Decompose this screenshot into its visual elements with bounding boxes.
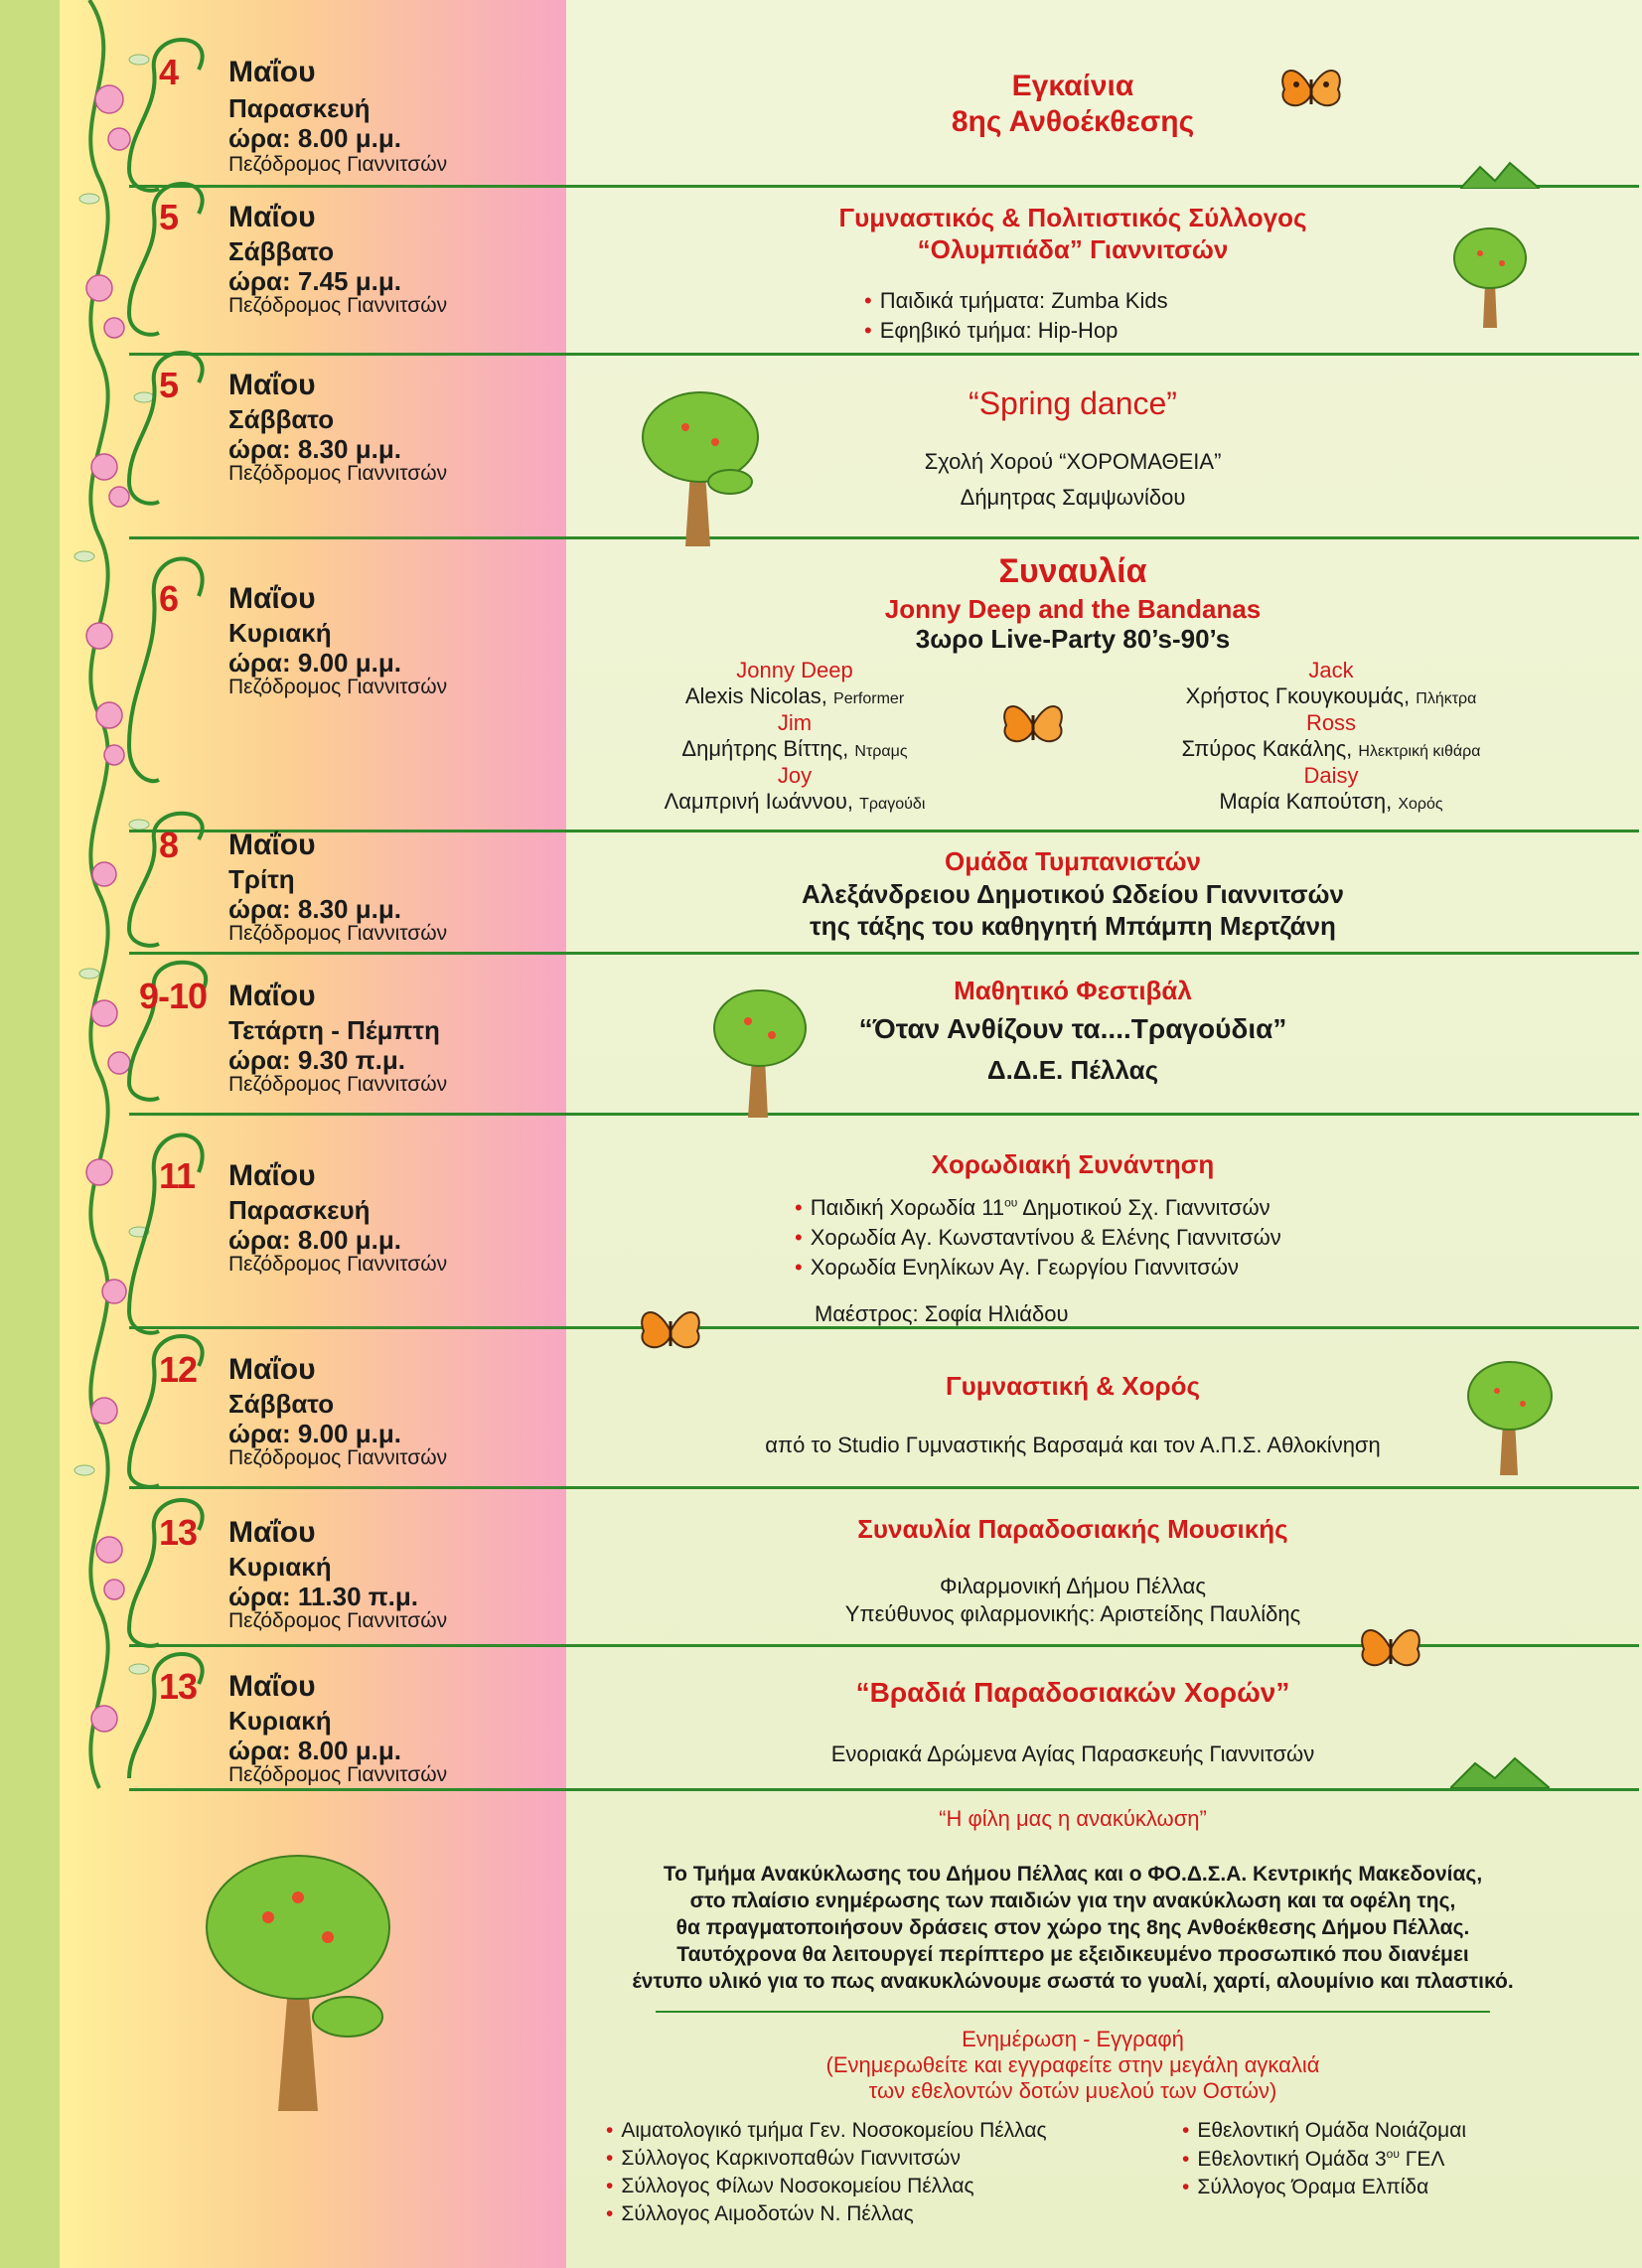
date-place: Πεζόδρομος Γιαννιτσών xyxy=(228,1446,448,1469)
butterfly-icon xyxy=(998,695,1068,755)
tree-icon xyxy=(710,983,810,1123)
maestro-line: Μαέστρος: Σοφία Ηλιάδου xyxy=(815,1301,1069,1326)
separator-line xyxy=(129,536,1639,539)
registration-subtitle: των εθελοντών δοτών μυελού των Οστών) xyxy=(868,2078,1277,2103)
list-item: • Εθελοντική Ομάδα $3^{o\upsilon}$ ΓΕΛ xyxy=(1182,2147,1466,2172)
date-time: ώρα: 8.00 μ.μ. xyxy=(228,1225,402,1255)
event-line: 3ωρο Live-Party 80’s-90’s xyxy=(915,624,1231,654)
recycle-title: “Η φίλη μας η ανακύκλωση” xyxy=(939,1806,1207,1831)
date-place: Πεζόδρομος Γιαννιτσών xyxy=(228,1073,448,1096)
butterfly-icon xyxy=(1356,1619,1425,1679)
left-green-strip xyxy=(0,0,60,2268)
date-place: Πεζόδρομος Γιαννιτσών xyxy=(228,1253,448,1276)
date-place: Πεζόδρομος Γιαννιτσών xyxy=(228,294,448,317)
tree-icon xyxy=(1450,224,1530,333)
date-month: Μαΐου xyxy=(228,1670,316,1703)
organizations-list-right xyxy=(1182,2119,1466,2203)
event-subtitle: 8ης Ανθοέκθεσης xyxy=(951,105,1195,138)
member-role: Χορός xyxy=(1398,796,1443,813)
date-month: Μαΐου xyxy=(228,582,316,615)
member-role: Τραγούδι xyxy=(859,796,926,813)
recycle-line: θα πραγματοποιήσουν δράσεις στον χώρο της 8ης Ανθοέκθεσης Δήμου Πέλλας. xyxy=(675,1916,1470,1939)
event-line: “Όταν Ανθίζουν τα....Τραγούδια” xyxy=(858,1013,1287,1044)
date-month: Μαΐου xyxy=(228,369,316,401)
event-title: Μαθητικό Φεστιβάλ xyxy=(954,976,1192,1005)
event-line: Υπεύθυνος φιλαρμονικής: Αριστείδης Παυλίδης xyxy=(844,1601,1301,1626)
event-line: Σχολή Χορού “ΧΟΡΟΜΑΘΕΙΑ” xyxy=(924,449,1222,474)
separator-line xyxy=(129,952,1639,955)
event-line: Δ.Δ.Ε. Πέλλας xyxy=(986,1055,1159,1085)
member-name: Jim xyxy=(777,710,813,735)
member-name: Jack xyxy=(1308,658,1354,682)
event-list xyxy=(795,1195,1281,1285)
tree-icon xyxy=(1465,1356,1555,1480)
member-name: Ross xyxy=(1305,710,1357,735)
date-day: Σάββατο xyxy=(228,404,335,434)
member-role: Ηλεκτρική κιθάρα xyxy=(1358,743,1481,760)
recycle-line: στο πλαίσιο ενημέρωσης των παιδιών για την ανακύκλωση και τα οφέλη της, xyxy=(689,1890,1456,1912)
member-name: Joy xyxy=(777,763,813,788)
event-title: “Spring dance” xyxy=(969,385,1177,421)
separator-line xyxy=(129,1113,1639,1116)
date-number: 13 xyxy=(159,1666,198,1707)
date-day: Σάββατο xyxy=(228,236,335,266)
date-month: Μαΐου xyxy=(228,1516,316,1549)
event-list xyxy=(864,288,1168,348)
event-subtitle: “Ολυμπιάδα” Γιαννιτσών xyxy=(917,234,1229,264)
member-person: Alexis Nicolas, xyxy=(684,683,827,708)
date-day: Κυριακή xyxy=(228,1552,332,1582)
band-member xyxy=(1132,710,1530,762)
member-role: Ντραμς xyxy=(854,743,908,760)
recycle-line: Το Τμήμα Ανακύκλωσης του Δήμου Πέλλας και ο ΦΟ.Δ.Σ.Α. Κεντρικής Μακεδονίας, xyxy=(663,1863,1483,1886)
date-time: ώρα: 9.30 π.μ. xyxy=(228,1045,406,1075)
date-day: Παρασκευή xyxy=(228,1195,371,1225)
event-title: Συναυλία xyxy=(998,552,1147,590)
date-place: Πεζόδρομος Γιαννιτσών xyxy=(228,1763,448,1786)
date-month: Μαΐου xyxy=(228,1159,316,1192)
event-line: Φιλαρμονική Δήμου Πέλλας xyxy=(940,1574,1206,1598)
recycle-line: Ταυτόχρονα θα λειτουργεί περίπτερο με εξειδικευμένο προσωπικό που διανέμει xyxy=(676,1943,1469,1966)
list-item: • Σύλλογος Φίλων Νοσοκομείου Πέλλας xyxy=(606,2175,1047,2198)
list-item: • Παιδικά τμήματα: Zumba Kids xyxy=(864,288,1168,314)
divider xyxy=(656,2011,1490,2013)
event-title: Συναυλία Παραδοσιακής Μουσικής xyxy=(857,1514,1288,1544)
member-person: Χρήστος Γκουγκουμάς, xyxy=(1185,683,1411,708)
list-item: • Σύλλογος Όραμα Ελπίδα xyxy=(1182,2176,1466,2199)
member-person: Λαμπρινή Ιωάννου, xyxy=(664,789,854,814)
list-item: • Αιματολογικό τμήμα Γεν. Νοσοκομείου Πέλλας xyxy=(606,2119,1047,2143)
recycle-line: έντυπο υλικό για το πως ανακυκλώνουμε σωστά το γυαλί, χαρτί, αλουμίνιο και πλαστικό. xyxy=(632,1970,1514,1993)
event-title: Εγκαίνια xyxy=(1011,70,1134,102)
date-place: Πεζόδρομος Γιαννιτσών xyxy=(228,153,448,176)
date-time: ώρα: 9.00 μ.μ. xyxy=(228,1419,402,1448)
separator-line xyxy=(129,353,1639,356)
date-day: Σάββατο xyxy=(228,1389,335,1419)
date-number: 6 xyxy=(159,578,179,619)
band-member xyxy=(596,710,993,762)
list-item: • Εθελοντική Ομάδα Νοιάζομαι xyxy=(1182,2119,1466,2143)
organizations-list-left xyxy=(606,2119,1047,2230)
list-item: • Σύλλογος Καρκινοπαθών Γιαννιτσών xyxy=(606,2147,1047,2171)
separator-line xyxy=(129,1486,1639,1489)
date-day: Κυριακή xyxy=(228,1706,332,1736)
date-month: Μαΐου xyxy=(228,201,316,233)
event-line: Ενοριακά Δρώμενα Αγίας Παρασκευής Γιαννιτσών xyxy=(830,1741,1315,1766)
registration-title: Ενημέρωση - Εγγραφή xyxy=(962,2027,1184,2051)
date-time: ώρα: 8.00 μ.μ. xyxy=(228,123,402,153)
event-title: Χορωδιακή Συνάντηση xyxy=(931,1149,1215,1179)
date-place: Πεζόδρομος Γιαννιτσών xyxy=(228,676,448,698)
member-name: Daisy xyxy=(1303,763,1359,788)
list-item: • Σύλλογος Αιμοδοτών Ν. Πέλλας xyxy=(606,2202,1047,2226)
list-item: • Χορωδία Ενηλίκων Αγ. Γεωργίου Γιαννιτσών xyxy=(795,1255,1281,1281)
member-role: Performer xyxy=(833,690,905,707)
date-number: 8 xyxy=(159,825,179,865)
date-number: 5 xyxy=(159,365,179,405)
date-time: ώρα: 11.30 π.μ. xyxy=(228,1582,419,1611)
date-number: 11 xyxy=(159,1155,196,1196)
event-line: Δήμητρας Σαμψωνίδου xyxy=(960,485,1186,510)
date-month: Μαΐου xyxy=(228,56,316,88)
date-time: ώρα: 9.00 μ.μ. xyxy=(228,648,402,678)
date-month: Μαΐου xyxy=(228,1353,316,1386)
date-number: 13 xyxy=(159,1512,198,1553)
tree-icon xyxy=(199,1848,397,2116)
tree-icon xyxy=(636,382,765,551)
butterfly-icon xyxy=(636,1301,705,1361)
date-place: Πεζόδρομος Γιαννιτσών xyxy=(228,1609,448,1632)
event-title: Γυμναστική & Χορός xyxy=(945,1371,1201,1401)
band-member xyxy=(1132,763,1530,815)
separator-line xyxy=(129,1788,1639,1791)
date-number: 9-10 xyxy=(139,976,208,1016)
date-number: 12 xyxy=(159,1349,198,1390)
event-title: Γυμναστικός & Πολιτιστικός Σύλλογος xyxy=(838,203,1307,232)
band-member xyxy=(596,658,993,709)
member-role: Πλήκτρα xyxy=(1416,690,1477,707)
list-item: • Παιδική Χορωδία $11^{o\upsilon}$ Δημοτικού Σχ. Γιαννιτσών xyxy=(795,1195,1281,1221)
date-time: ώρα: 8.00 μ.μ. xyxy=(228,1736,402,1765)
butterfly-icon xyxy=(1276,60,1346,119)
date-time: ώρα: 8.30 μ.μ. xyxy=(228,434,402,464)
member-person: Σπύρος Κακάλης, xyxy=(1181,736,1353,761)
member-name: Jonny Deep xyxy=(736,658,853,682)
event-subtitle: Jonny Deep and the Bandanas xyxy=(884,594,1262,624)
date-place: Πεζόδρομος Γιαννιτσών xyxy=(228,462,448,485)
separator-line xyxy=(129,185,1639,188)
date-number: 5 xyxy=(159,197,179,237)
date-day: Τετάρτη - Πέμπτη xyxy=(228,1015,440,1045)
date-number: 4 xyxy=(159,52,179,92)
date-time: ώρα: 7.45 μ.μ. xyxy=(228,266,402,296)
date-time: ώρα: 8.30 μ.μ. xyxy=(228,894,402,924)
event-line: της τάξης του καθηγητή Μπάμπη Μερτζάνη xyxy=(810,911,1336,941)
hills-icon xyxy=(1450,1753,1550,1788)
event-line: από το Studio Γυμναστικής Βαρσαμά και τον Α.Π.Σ. Αθλοκίνηση xyxy=(765,1433,1381,1457)
date-month: Μαΐου xyxy=(228,980,316,1012)
date-day: Κυριακή xyxy=(228,618,332,648)
separator-line xyxy=(129,830,1639,832)
date-place: Πεζόδρομος Γιαννιτσών xyxy=(228,922,448,945)
band-member xyxy=(1132,658,1530,709)
hills-icon xyxy=(1460,159,1540,189)
list-item: • Εφηβικό τμήμα: Hip-Hop xyxy=(864,318,1168,344)
list-item: • Χορωδία Αγ. Κωνσταντίνου & Ελένης Γιαννιτσών xyxy=(795,1225,1281,1251)
event-line: Αλεξάνδρειου Δημοτικού Ωδείου Γιαννιτσών xyxy=(802,879,1344,909)
date-day: Τρίτη xyxy=(228,864,295,894)
member-person: Μαρία Καπούτση, xyxy=(1219,789,1393,814)
member-person: Δημήτρης Βίττης, xyxy=(681,736,849,761)
event-title: “Βραδιά Παραδοσιακών Χορών” xyxy=(855,1677,1290,1708)
event-title: Ομάδα Τυμπανιστών xyxy=(944,846,1202,876)
registration-subtitle: (Ενημερωθείτε και εγγραφείτε στην μεγάλη αγκαλιά xyxy=(825,2052,1320,2077)
band-member xyxy=(596,763,993,815)
date-month: Μαΐου xyxy=(228,829,316,861)
date-day: Παρασκευή xyxy=(228,93,371,123)
